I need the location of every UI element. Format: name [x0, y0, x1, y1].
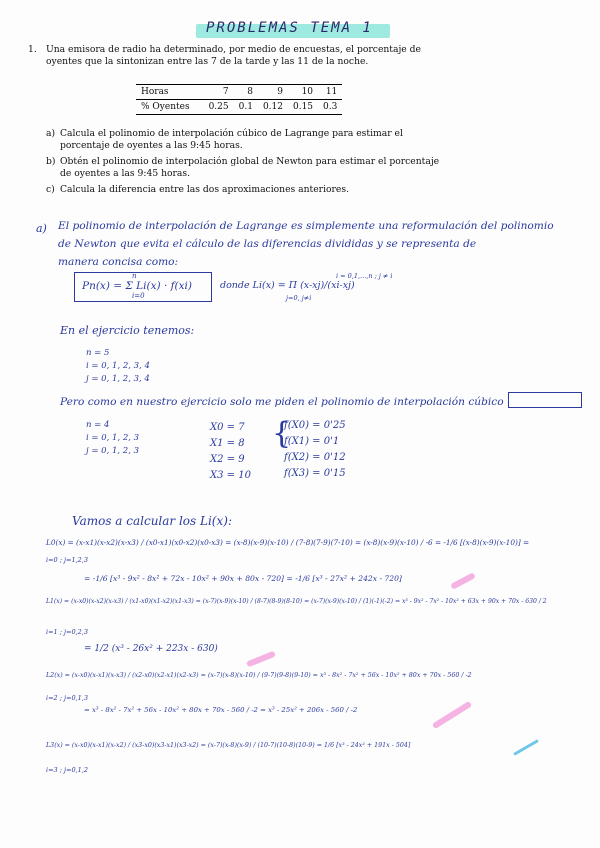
- condition-note: i = 0,1,...,n ; j ≠ i: [336, 272, 393, 280]
- f-value: f(X3) = 0'15: [284, 468, 346, 479]
- highlight-mark: [246, 651, 276, 668]
- intro-line: manera concisa como:: [58, 256, 179, 268]
- highlight-mark: [450, 572, 476, 590]
- formula-sub: i=0: [132, 292, 145, 300]
- l1-expression: L1(x) = (x-x0)(x-x2)(x-x3) / (x1-x0)(x1-x2)(x1-x3) = (x-7)(x-9)(x-10) / (8-7)(8-9)(8-10) = (x-7)(x-9)(x-10) / (1)(-1)(-2) = x³ - 9x² - 7x² - 10x² + 63x + 90x + 70x - 630 / 2: [46, 598, 547, 605]
- part-text: Calcula el polinomio de interpolación cúbico de Lagrange para estimar el porcentaje de oyentes a las 9:45 horas.: [60, 128, 403, 151]
- l1-indices: i=1 ; j=0,2,3: [46, 628, 88, 636]
- l2-indices: i=2 ; j=0,1,3: [46, 694, 88, 702]
- intro-line: de Newton que evita el cálculo de las diferencias divididas y se representa de: [58, 238, 477, 250]
- cubico-box: [508, 392, 582, 408]
- table-cell: 9: [258, 85, 288, 100]
- table-cell: 0.12: [258, 100, 288, 115]
- underline-mark: [513, 739, 539, 756]
- f-value: f(X2) = 0'12: [284, 452, 346, 463]
- table-cell: 8: [234, 85, 258, 100]
- table-row: [136, 100, 342, 115]
- brace: {: [272, 416, 292, 451]
- l3-indices: i=3 ; j=0,1,2: [46, 766, 88, 774]
- table-cell: 7: [204, 85, 234, 100]
- table-cell: 0.3: [318, 100, 342, 115]
- l2-expression: L2(x) = (x-x0)(x-x1)(x-x3) / (x2-x0)(x2-x1)(x2-x3) = (x-7)(x-8)(x-10) / (9-7)(9-8)(9-10) = x³ - 8x² - 7x² + 56x - 10x² + 80x + 70x - 560 / -2: [46, 672, 472, 679]
- table-cell: 11: [318, 85, 342, 100]
- x-node: X1 = 8: [210, 438, 245, 449]
- n-value: n = 4: [86, 420, 110, 430]
- answer-label: a): [36, 222, 47, 235]
- x-node: X0 = 7: [210, 422, 245, 433]
- part-key: a): [46, 128, 56, 139]
- f-value: f(X0) = 0'25: [284, 420, 346, 431]
- table-cell: Horas: [136, 85, 204, 100]
- table-cell: % Oyentes: [136, 100, 204, 115]
- part-key: b): [46, 156, 56, 167]
- part-text: Obtén el polinomio de interpolación global de Newton para estimar el porcentaje de oyentes a las 9:45 horas.: [60, 156, 440, 179]
- i-values: i = 0, 1, 2, 3: [86, 433, 140, 443]
- l0-expression: L0(x) = (x-x1)(x-x2)(x-x3) / (x0-x1)(x0-x2)(x0-x3) = (x-8)(x-9)(x-10) / (7-8)(7-9)(7-10) = (x-8)(x-9)(x-10) / -6 = -1/6 [(x-8)(x-9)(x-10)] =: [46, 538, 530, 547]
- lagrange-formula: Pn(x) = Σ Li(x) · f(xi): [82, 280, 192, 292]
- formula-sup: n: [132, 272, 137, 280]
- x-node: X2 = 9: [210, 454, 245, 465]
- table-cell: 10: [288, 85, 318, 100]
- n-value: n = 5: [86, 348, 110, 358]
- f-value: f(X1) = 0'1: [284, 436, 340, 447]
- donde-sub: j=0, j≠i: [286, 294, 312, 302]
- j-values: j = 0, 1, 2, 3, 4: [86, 374, 150, 384]
- intro-line: El polinomio de interpolación de Lagrange es simplemente una reformulación del polinomio: [58, 220, 554, 232]
- pero-line: Pero como en nuestro ejercicio solo me piden el polinomio de interpolación cúbico: [60, 396, 504, 408]
- data-table: [136, 84, 342, 115]
- l0-expansion: = -1/6 [x³ - 9x² - 8x² + 72x - 10x² + 90x + 80x - 720] = -1/6 [x³ - 27x² + 242x - 720]: [84, 574, 402, 583]
- l0-indices: i=0 ; j=1,2,3: [46, 556, 88, 564]
- table-row: [136, 85, 342, 100]
- page-title: PROBLEMAS TEMA 1: [206, 20, 373, 36]
- l3-expression: L3(x) = (x-x0)(x-x1)(x-x2) / (x3-x0)(x3-x1)(x3-x2) = (x-7)(x-8)(x-9) / (10-7)(10-8)(10-9) = 1/6 [x³ - 24x² + 191x - 504]: [46, 742, 411, 749]
- table-cell: 0.1: [234, 100, 258, 115]
- donde-text: donde Li(x) = Π (x-xj)/(xi-xj): [220, 280, 355, 291]
- part-text: Calcula la diferencia entre las dos aproximaciones anteriores.: [60, 184, 350, 195]
- l2-result: = x³ - 8x² - 7x² + 56x - 10x² + 80x + 70x - 560 / -2 = x³ - 25x² + 206x - 560 / -2: [84, 706, 358, 714]
- highlight-mark: [432, 701, 472, 729]
- table-cell: 0.25: [204, 100, 234, 115]
- problem-statement: Una emisora de radio ha determinado, por medio de encuestas, el porcentaje de oyentes que la sintonizan entre las 7 de la tarde y las 11 de la noche.: [46, 44, 421, 67]
- j-values: j = 0, 1, 2, 3: [86, 446, 140, 456]
- part-key: c): [46, 184, 55, 195]
- en-ejercicio: En el ejercicio tenemos:: [60, 324, 195, 337]
- i-values: i = 0, 1, 2, 3, 4: [86, 361, 150, 371]
- table-cell: 0.15: [288, 100, 318, 115]
- title-block: [196, 20, 390, 40]
- l1-result: = 1/2 (x³ - 26x² + 223x - 630): [84, 644, 218, 654]
- problem-number: 1.: [28, 44, 37, 55]
- vamos-line: Vamos a calcular los Li(x):: [72, 514, 232, 528]
- x-node: X3 = 10: [210, 470, 251, 481]
